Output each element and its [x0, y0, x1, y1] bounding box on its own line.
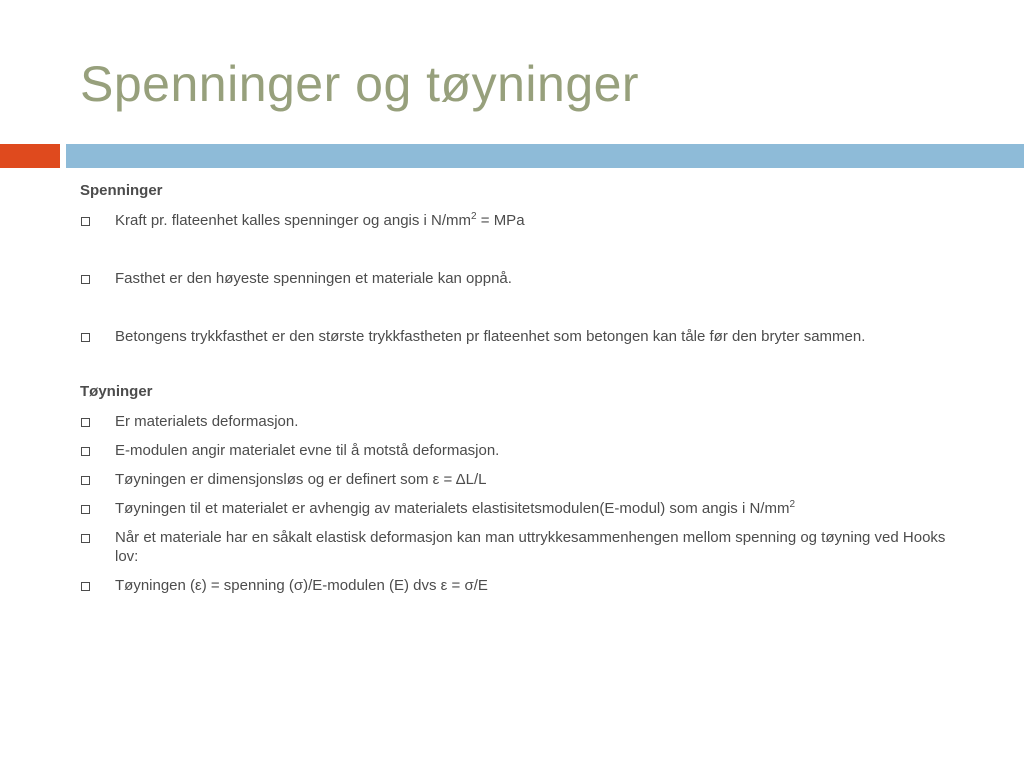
section-heading-toyninger: Tøyninger: [80, 383, 153, 400]
list-item-text: Betongens trykkfasthet er den største trykkfastheten pr flateenhet som betongen kan tåle før den bryter sammen.: [115, 328, 866, 345]
square-bullet-icon: [81, 476, 90, 485]
list-item: [80, 576, 960, 595]
list-item-text: E-modulen angir materialet evne til å motstå deformasjon.: [115, 442, 500, 459]
list-item: [80, 412, 960, 431]
accent-bar-orange: [0, 144, 60, 168]
square-bullet-icon: [81, 418, 90, 427]
list-item-text: Tøyningen (ε) = spenning (σ)/E-modulen (E) dvs ε = σ/E: [115, 577, 488, 594]
square-bullet-icon: [81, 447, 90, 456]
slide-body: [80, 181, 960, 595]
list-item: [80, 499, 960, 518]
square-bullet-icon: [81, 217, 90, 226]
square-bullet-icon: [81, 534, 90, 543]
list-item-text: Er materialets deformasjon.: [115, 413, 299, 430]
section-heading-spenninger: Spenninger: [80, 182, 163, 199]
list-item: [80, 470, 960, 489]
square-bullet-icon: [81, 333, 90, 342]
accent-bar-blue: [66, 144, 1024, 168]
list-item: [80, 327, 960, 346]
list-item-text: Tøyningen er dimensjonsløs og er definert som ε = ΔL/L: [115, 471, 487, 488]
list-item-text: Kraft pr. flateenhet kalles spenninger og angis i $N/mm^2$ = MPa: [115, 211, 525, 229]
list-item: [80, 211, 960, 230]
list-item-text: Når et materiale har en såkalt elastisk deformasjon kan man uttrykkesammenhengen mellom spenning og tøyning ved Hooks lov:: [115, 529, 946, 565]
slide-title: Spenninger og tøyninger: [80, 56, 640, 112]
square-bullet-icon: [81, 582, 90, 591]
list-item: [80, 269, 960, 288]
list-item: [80, 528, 960, 566]
square-bullet-icon: [81, 275, 90, 284]
list-item: [80, 441, 960, 460]
list-item-text: Tøyningen til et materialet er avhengig av materialets elastisitetsmodulen(E-modul) som angis i $N/mm^2$: [115, 499, 795, 517]
square-bullet-icon: [81, 505, 90, 514]
list-item-text: Fasthet er den høyeste spenningen et materiale kan oppnå.: [115, 270, 512, 287]
